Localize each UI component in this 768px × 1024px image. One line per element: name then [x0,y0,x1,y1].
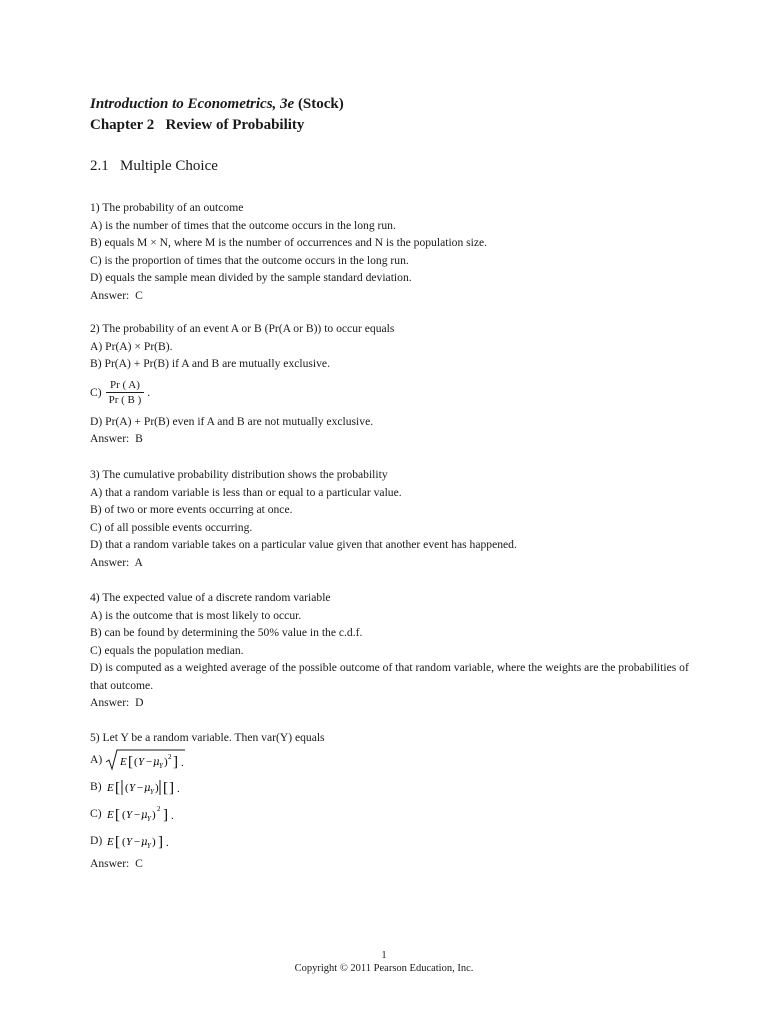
variance-formula [105,802,187,826]
question-stem: 1) The probability of an outcome [90,201,244,214]
svg-text:E: E [106,809,114,821]
chapter-title: Chapter 2 Review of Probability [90,117,305,133]
svg-text:): ) [154,782,159,794]
question-stem: 5) Let Y be a random variable. Then var(Y) equals [90,731,325,744]
fraction-numerator: Pr ( A) [109,379,140,391]
svg-text:[: [ [162,780,168,796]
svg-text:μ: μ [141,837,148,848]
option-b: B) equals M × N, where M is the number of occurrences and N is the population size. [90,236,488,249]
option-a-label: A) [90,753,103,767]
answer: Answer: D [90,696,144,709]
answer: Answer: A [90,555,143,569]
option-a: A) Pr(A) × Pr(B). [90,339,173,353]
svg-text:μ: μ [153,757,160,768]
svg-text:Y: Y [126,836,133,848]
svg-text:]: ] [162,807,168,823]
svg-text:]: ] [168,780,174,796]
option-d: D) that a random variable takes on a particular value given that another event has happened. [90,538,517,551]
svg-text:Y: Y [138,756,145,768]
svg-text:[: [ [115,834,121,850]
book-title [90,96,344,113]
svg-text:Y: Y [146,815,151,823]
svg-text:Y: Y [147,842,152,850]
svg-text:−: − [134,836,141,848]
option-b [90,774,690,801]
svg-text:[: [ [114,780,120,796]
question-3 [90,466,690,571]
svg-text:[: [ [114,807,120,823]
option-a: A) is the number of times that the outcome occurs in the long run. [90,218,396,232]
question-stem: 2) The probability of an event A or B (Pr(A or B)) to occur equals [90,322,395,335]
question-stem: 3) The cumulative probability distribution shows the probability [90,468,388,481]
section-title: 2.1 Multiple Choice [90,158,218,174]
expectation-deviation-formula [105,829,187,853]
option-d: D) is computed as a weighted average of the possible outcome of that random variable, where the weights are the probabilities of that outcome. [90,661,689,692]
option-c [90,373,690,413]
option-a: A) is the outcome that is most likely to occur. [90,608,302,622]
svg-text:): ) [152,836,156,848]
expectation-absolute-formula [105,775,187,799]
svg-text:(: ( [122,836,126,848]
svg-text:Y: Y [159,762,164,770]
svg-text:μ: μ [140,810,147,821]
option-b: B) can be found by determining the 50% value in the c.d.f. [90,626,363,639]
fraction [106,378,145,407]
copyright: Copyright © 2011 Pearson Education, Inc. [294,963,474,974]
question-stem: 4) The expected value of a discrete random variable [90,591,331,604]
answer: Answer: C [90,288,143,302]
svg-text:−: − [136,782,143,794]
svg-text:2: 2 [168,753,172,761]
svg-text:(: ( [124,782,129,794]
svg-text:μ: μ [143,783,150,794]
svg-text:(: ( [121,809,126,821]
fraction-denominator: Pr ( B ) [106,392,145,407]
sqrt-expectation-formula [105,748,187,772]
answer: Answer: B [90,432,143,445]
svg-text:.: . [170,810,174,822]
option-d: D) equals the sample mean divided by the sample standard deviation. [90,271,412,284]
svg-text:Y: Y [128,782,135,794]
book-title-italic: Introduction to Econometrics, 3e [90,96,295,112]
svg-text:): ) [164,756,168,768]
question-4 [90,589,690,712]
question-1 [90,199,690,304]
fraction-period: . [144,385,151,399]
option-d-label: D) [90,834,103,848]
svg-text:2: 2 [156,805,160,813]
page-number: 1 [381,950,387,961]
svg-text:.: . [176,783,180,795]
option-c: C) of all possible events occurring. [90,520,253,534]
option-a [90,747,690,774]
option-c: C) equals the population median. [90,643,244,657]
svg-text:−: − [133,809,140,821]
option-c-label: C) [90,385,102,399]
svg-text:Y: Y [125,809,132,821]
question-5 [90,729,690,872]
svg-text:.: . [166,837,169,849]
answer: Answer: C [90,856,143,870]
book-author: (Stock) [297,96,344,112]
svg-text:(: ( [134,756,138,768]
option-c [90,801,690,828]
option-d [90,828,690,855]
svg-text:Y: Y [149,788,154,796]
svg-text:.: . [181,757,184,769]
question-2 [90,320,690,448]
svg-text:−: − [146,756,153,768]
option-c: C) is the proportion of times that the outcome occurs in the long run. [90,253,409,267]
option-d: D) Pr(A) + Pr(B) even if A and B are not mutually exclusive. [90,414,374,428]
option-b: B) Pr(A) + Pr(B) if A and B are mutually exclusive. [90,357,330,370]
svg-text:E: E [107,836,114,848]
option-a: A) that a random variable is less than or equal to a particular value. [90,485,402,499]
svg-text:E: E [106,782,114,794]
svg-text:]: ] [158,834,164,850]
option-b: B) of two or more events occurring at once. [90,503,293,516]
option-c-label: C) [90,807,102,821]
svg-text:E: E [120,756,127,768]
svg-text:[: [ [128,754,134,770]
svg-text:): ) [151,809,156,821]
svg-text:]: ] [173,754,179,770]
option-b-label: B) [90,780,102,794]
